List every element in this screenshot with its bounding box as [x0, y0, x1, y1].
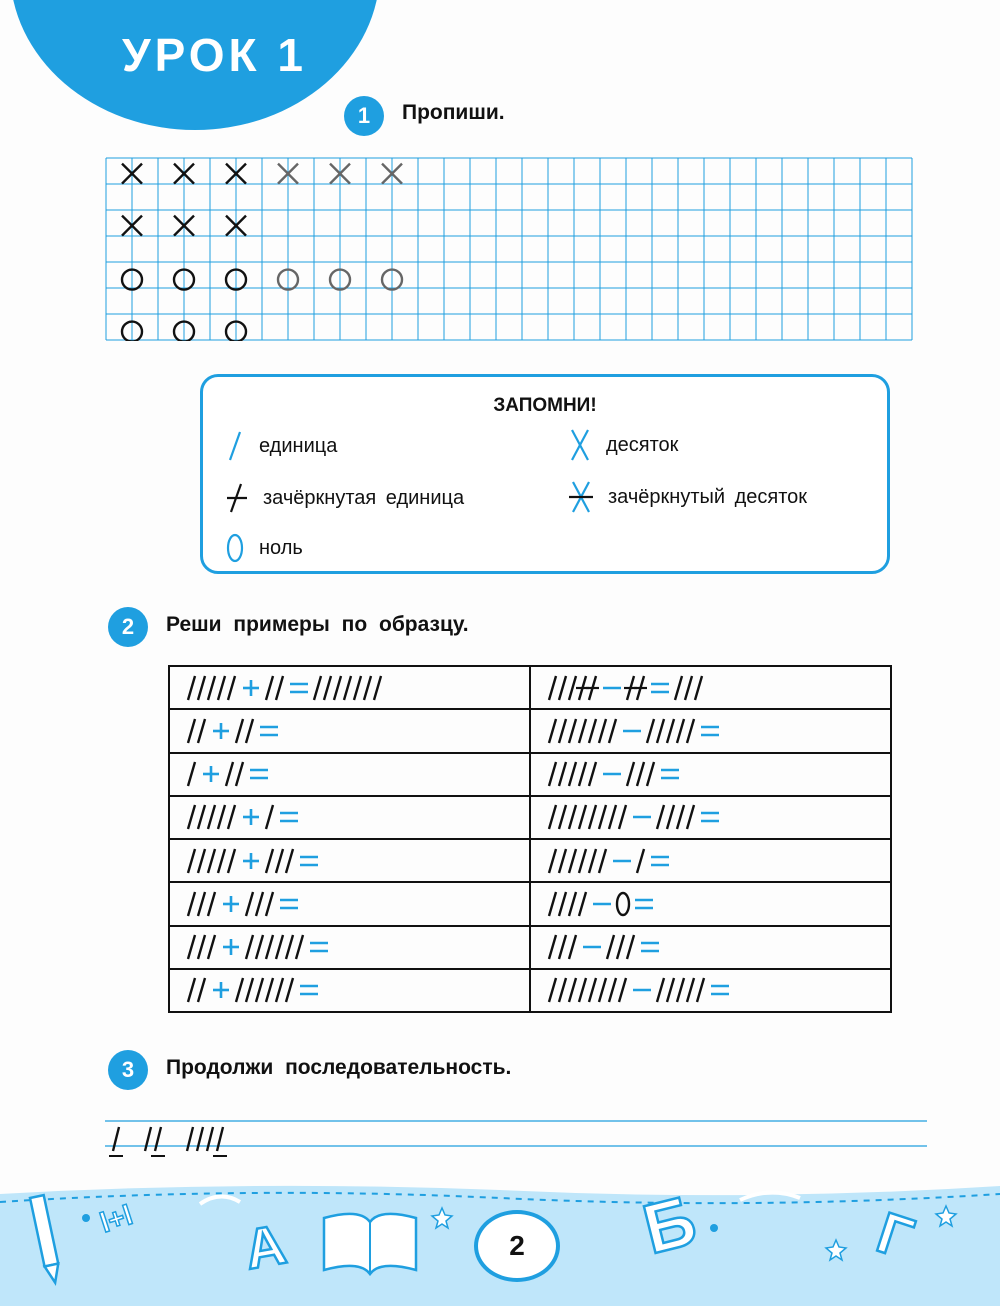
equals-sign: [651, 857, 669, 865]
equals-sign: [290, 684, 308, 692]
remember-item-crossed-unit: [225, 481, 464, 515]
remember-item-crossed-ten: [568, 479, 807, 515]
crossed-ten-icon: [568, 479, 594, 515]
unit-stroke: [627, 762, 634, 786]
page-number: 2: [474, 1210, 560, 1282]
plus-sign: [243, 809, 259, 825]
unit-stroke: [589, 978, 596, 1002]
unit-stroke: [549, 762, 556, 786]
unit-stroke: [188, 978, 195, 1002]
example-expression: [182, 972, 512, 1008]
example-expression: [543, 799, 873, 835]
open-book-icon: [324, 1214, 416, 1274]
unit-stroke: [687, 719, 694, 743]
unit-stroke: [589, 762, 596, 786]
unit-stroke: [599, 849, 606, 873]
task-2-number: 2: [108, 607, 148, 647]
unit-stroke: [657, 719, 664, 743]
unit-stroke: [559, 849, 566, 873]
examples-table: [168, 665, 892, 1013]
unit-stroke: [569, 676, 576, 700]
example-expression: [182, 670, 512, 706]
addition-example-cell[interactable]: [169, 709, 530, 752]
unit-stroke: [276, 978, 283, 1002]
equals-sign: [300, 986, 318, 994]
unit-stroke: [198, 719, 205, 743]
unit-stroke: [286, 978, 293, 1002]
unit-stroke: [334, 676, 341, 700]
unit-stroke: [276, 676, 283, 700]
unit-stroke: [579, 805, 586, 829]
unit-stroke: [208, 849, 215, 873]
unit-stroke: [569, 978, 576, 1002]
unit-stroke: [559, 676, 566, 700]
equals-sign: [641, 943, 659, 951]
unit-stroke: [559, 892, 566, 916]
equals-sign: [651, 684, 669, 692]
unit-stroke: [236, 762, 243, 786]
unit-stroke: [667, 719, 674, 743]
unit-stroke: [657, 978, 664, 1002]
unit-stroke: [569, 719, 576, 743]
unit-stroke: [579, 719, 586, 743]
unit-stroke: [685, 676, 692, 700]
addition-example-cell[interactable]: [169, 926, 530, 969]
copybook-grid: [105, 157, 913, 341]
equals-sign: [310, 943, 328, 951]
subtraction-example-cell[interactable]: [530, 969, 891, 1012]
unit-stroke: [188, 849, 195, 873]
unit-stroke: [609, 978, 616, 1002]
unit-stroke: [549, 676, 556, 700]
task-2-title: Реши примеры по образцу.: [166, 613, 469, 636]
unit-stroke: [579, 849, 586, 873]
table-row: [169, 839, 891, 882]
remember-label-zero: ноль: [259, 536, 303, 559]
unit-stroke: [266, 892, 273, 916]
equals-sign: [635, 900, 653, 908]
addition-example-cell[interactable]: [169, 969, 530, 1012]
equals-sign: [661, 770, 679, 778]
unit-stroke: [354, 676, 361, 700]
subtraction-example-cell[interactable]: [530, 882, 891, 925]
unit-stroke: [647, 762, 654, 786]
equals-sign: [711, 986, 729, 994]
subtraction-example-cell[interactable]: [530, 666, 891, 709]
example-expression: [182, 756, 512, 792]
unit-stroke: [246, 978, 253, 1002]
unit-stroke: [198, 935, 205, 959]
equals-sign: [701, 727, 719, 735]
example-expression: [182, 799, 512, 835]
plus-sign: [223, 896, 239, 912]
plus-sign: [243, 853, 259, 869]
unit-stroke: [687, 805, 694, 829]
unit-stroke: [559, 935, 566, 959]
unit-stroke: [559, 805, 566, 829]
unit-stroke: [188, 676, 195, 700]
zero-symbol: [617, 893, 629, 915]
unit-stroke: [687, 978, 694, 1002]
zero-oval-icon: [225, 531, 245, 565]
example-expression: [543, 843, 873, 879]
unit-stroke: [374, 676, 381, 700]
unit-stroke-icon: [225, 429, 245, 463]
table-row: [169, 969, 891, 1012]
unit-stroke: [198, 805, 205, 829]
unit-stroke: [657, 805, 664, 829]
addition-example-cell[interactable]: [169, 753, 530, 796]
svg-text:l+l: l+l: [96, 1199, 137, 1239]
equals-sign: [260, 727, 278, 735]
unit-stroke: [579, 978, 586, 1002]
plus-sign: [243, 680, 259, 696]
unit-stroke: [617, 935, 624, 959]
addition-example-cell[interactable]: [169, 796, 530, 839]
unit-stroke: [569, 935, 576, 959]
unit-stroke: [246, 935, 253, 959]
unit-stroke: [344, 676, 351, 700]
remember-item-zero: [225, 531, 303, 565]
unit-stroke: [569, 849, 576, 873]
unit-stroke: [599, 805, 606, 829]
unit-stroke: [266, 676, 273, 700]
unit-stroke: [677, 719, 684, 743]
unit-stroke: [226, 762, 233, 786]
plus-sign: [213, 982, 229, 998]
unit-stroke: [246, 719, 253, 743]
unit-stroke: [266, 805, 273, 829]
unit-stroke: [697, 978, 704, 1002]
example-expression: [182, 713, 512, 749]
example-expression: [543, 972, 873, 1008]
unit-stroke: [188, 762, 195, 786]
unit-stroke: [695, 676, 702, 700]
subtraction-example-cell[interactable]: [530, 796, 891, 839]
task-1-number: 1: [344, 96, 384, 136]
unit-stroke: [198, 978, 205, 1002]
example-expression: [182, 843, 512, 879]
unit-stroke: [256, 892, 263, 916]
unit-stroke: [589, 849, 596, 873]
table-row: [169, 666, 891, 709]
unit-stroke: [609, 719, 616, 743]
unit-stroke: [218, 849, 225, 873]
unit-stroke: [198, 849, 205, 873]
plus-sign: [213, 723, 229, 739]
unit-stroke: [589, 719, 596, 743]
unit-stroke: [314, 676, 321, 700]
unit-stroke: [208, 935, 215, 959]
svg-text:А: А: [239, 1211, 291, 1282]
subtraction-example-cell[interactable]: [530, 926, 891, 969]
unit-stroke: [559, 978, 566, 1002]
example-expression: [182, 929, 512, 965]
unit-stroke: [559, 719, 566, 743]
remember-item-ten: [568, 427, 678, 463]
unit-stroke: [256, 978, 263, 1002]
subtraction-example-cell[interactable]: [530, 709, 891, 752]
unit-stroke: [559, 762, 566, 786]
unit-stroke: [569, 892, 576, 916]
unit-stroke: [637, 849, 644, 873]
unit-stroke: [675, 676, 682, 700]
example-expression: [182, 886, 512, 922]
unit-stroke: [276, 849, 283, 873]
sequence-group: [145, 1127, 165, 1156]
unit-stroke: [619, 978, 626, 1002]
unit-stroke: [188, 719, 195, 743]
lesson-title: УРОК 1: [122, 29, 307, 81]
equals-sign: [280, 813, 298, 821]
unit-stroke: [188, 892, 195, 916]
unit-stroke: [609, 805, 616, 829]
unit-stroke: [579, 892, 586, 916]
unit-stroke: [198, 676, 205, 700]
unit-stroke: [276, 935, 283, 959]
unit-stroke: [569, 805, 576, 829]
table-row: [169, 926, 891, 969]
unit-stroke: [627, 935, 634, 959]
task-3-number: 3: [108, 1050, 148, 1090]
table-row: [169, 882, 891, 925]
table-row: [169, 796, 891, 839]
unit-stroke: [266, 849, 273, 873]
unit-stroke: [218, 805, 225, 829]
plus-sign: [203, 766, 219, 782]
unit-stroke: [228, 849, 235, 873]
unit-stroke: [549, 849, 556, 873]
unit-stroke: [218, 676, 225, 700]
table-row: [169, 753, 891, 796]
unit-stroke: [208, 805, 215, 829]
addition-example-cell[interactable]: [169, 882, 530, 925]
unit-stroke: [266, 978, 273, 1002]
remember-box: [200, 374, 890, 574]
plus-sign: [223, 939, 239, 955]
task-1-title: Пропиши.: [402, 101, 505, 124]
task-3-title: Продолжи последовательность.: [166, 1056, 512, 1079]
unit-stroke: [256, 935, 263, 959]
equals-sign: [280, 900, 298, 908]
unit-stroke: [619, 805, 626, 829]
unit-stroke: [188, 935, 195, 959]
unit-stroke: [188, 805, 195, 829]
unit-stroke: [599, 719, 606, 743]
unit-stroke: [677, 978, 684, 1002]
unit-stroke: [667, 978, 674, 1002]
subtraction-example-cell[interactable]: [530, 753, 891, 796]
unit-stroke: [549, 805, 556, 829]
unit-stroke: [324, 676, 331, 700]
remember-item-unit: [225, 429, 337, 463]
unit-stroke: [208, 676, 215, 700]
unit-stroke: [266, 935, 273, 959]
unit-stroke: [296, 935, 303, 959]
unit-stroke: [549, 719, 556, 743]
unit-stroke: [286, 849, 293, 873]
remember-label-crossed-ten: зачёркнутый десяток: [608, 485, 808, 508]
unit-stroke: [667, 805, 674, 829]
example-expression: [543, 929, 873, 965]
remember-label-ten: десяток: [606, 433, 679, 456]
unit-stroke: [607, 935, 614, 959]
unit-stroke: [236, 978, 243, 1002]
example-expression: [543, 713, 873, 749]
remember-label-unit: единица: [259, 434, 338, 457]
remember-label-crossed-unit: зачёркнутая единица: [263, 486, 465, 509]
unit-stroke: [637, 762, 644, 786]
unit-stroke: [549, 892, 556, 916]
table-row: [169, 709, 891, 752]
unit-stroke: [599, 978, 606, 1002]
example-expression: [543, 670, 873, 706]
unit-stroke: [208, 892, 215, 916]
unit-stroke: [647, 719, 654, 743]
equals-sign: [701, 813, 719, 821]
sequence-group: [109, 1127, 123, 1156]
crossed-unit-icon: [225, 481, 249, 515]
example-expression: [543, 886, 873, 922]
equals-sign: [250, 770, 268, 778]
unit-stroke: [579, 762, 586, 786]
unit-stroke: [549, 978, 556, 1002]
remember-title: ЗАПОМНИ!: [493, 395, 597, 416]
unit-stroke: [364, 676, 371, 700]
sequence-lines: [105, 1113, 927, 1163]
svg-text:Б: Б: [635, 1180, 704, 1269]
unit-stroke: [228, 805, 235, 829]
unit-stroke: [549, 935, 556, 959]
unit-stroke: [677, 805, 684, 829]
unit-stroke: [236, 719, 243, 743]
addition-example-cell[interactable]: [169, 666, 530, 709]
addition-example-cell[interactable]: [169, 839, 530, 882]
unit-stroke: [198, 892, 205, 916]
sequence-group: [187, 1127, 227, 1156]
example-expression: [543, 756, 873, 792]
svg-text:Г: Г: [869, 1199, 921, 1272]
unit-stroke: [246, 892, 253, 916]
ten-cross-icon: [568, 427, 592, 463]
unit-stroke: [589, 805, 596, 829]
unit-stroke: [228, 676, 235, 700]
unit-stroke: [569, 762, 576, 786]
equals-sign: [300, 857, 318, 865]
subtraction-example-cell[interactable]: [530, 839, 891, 882]
unit-stroke: [286, 935, 293, 959]
